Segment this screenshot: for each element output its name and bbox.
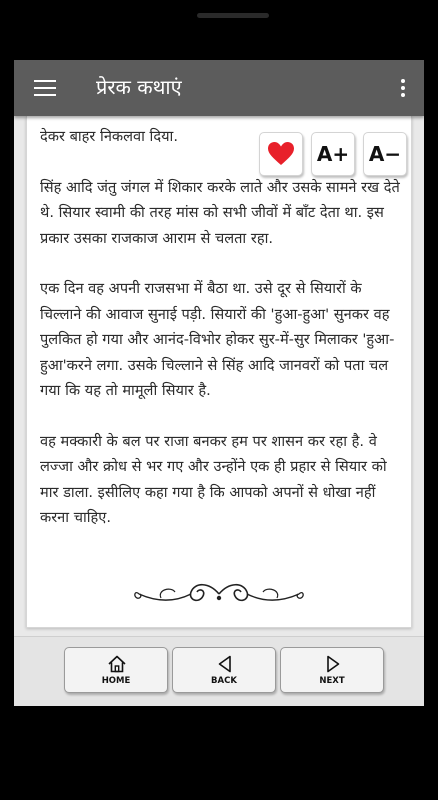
home-label: HOME (101, 676, 131, 686)
home-icon (107, 654, 127, 674)
app-bar (14, 60, 424, 116)
back-button[interactable] (172, 647, 276, 693)
bottom-navigation (14, 636, 424, 706)
favorite-button[interactable] (259, 132, 303, 176)
story-paragraph: देकर बाहर निकलवा दिया. (40, 128, 178, 145)
hamburger-menu-icon[interactable] (34, 80, 56, 96)
app-screen (14, 60, 424, 706)
home-button[interactable] (64, 647, 168, 693)
heart-icon (267, 141, 295, 167)
back-arrow-icon (215, 654, 235, 674)
decrease-font-label: A− (368, 142, 402, 166)
story-paragraph: वह मक्कारी के बल पर राजा बनकर हम पर शासन कर रहा है. वे लज्जा और क्रोध से भर गए और उन्होंने एक ही प्रहार से सियार को मार डाला. इसीलिए कहा गया है कि आपको अपनों से धोखा नहीं करना चाहिए. (40, 432, 387, 526)
increase-font-label: A+ (316, 142, 350, 166)
app-title: प्रेरक कथाएं (96, 75, 182, 99)
story-card (26, 116, 412, 628)
ornament-divider-icon (131, 578, 307, 610)
next-button[interactable] (280, 647, 384, 693)
back-label: BACK (211, 676, 237, 686)
next-arrow-icon (323, 654, 343, 674)
overflow-menu-icon[interactable] (400, 79, 406, 99)
increase-font-button[interactable] (311, 132, 355, 176)
decrease-font-button[interactable] (363, 132, 407, 176)
story-text (40, 124, 402, 556)
next-label: NEXT (319, 676, 345, 686)
story-paragraph: एक दिन वह अपनी राजसभा में बैठा था. उसे दूर से सियारों के चिल्लाने की आवाज सुनाई पड़ी. सियारों की 'हुआ-हुआ' सुनकर वह पुलकित हो गया और आनंद-विभोर होकर सुर-में-सुर मिलाकर 'हुआ-हुआ'करने लगा. उसके चिल्लाने से सिंह आदि जानवरों को पता चल गया कि यह तो मामूली सियार है. (40, 280, 395, 399)
device-top-bezel (14, 0, 424, 60)
story-paragraph: सिंह आदि जंतु जंगल में शिकार करके लाते और उसके सामने रख देते थे. सियार स्वामी की तरह मांस को सभी जीवों में बाँट देता था. इस प्रकार उसका राजकाज आराम से चलता रहा. (40, 178, 400, 247)
speaker-grille (197, 13, 269, 18)
